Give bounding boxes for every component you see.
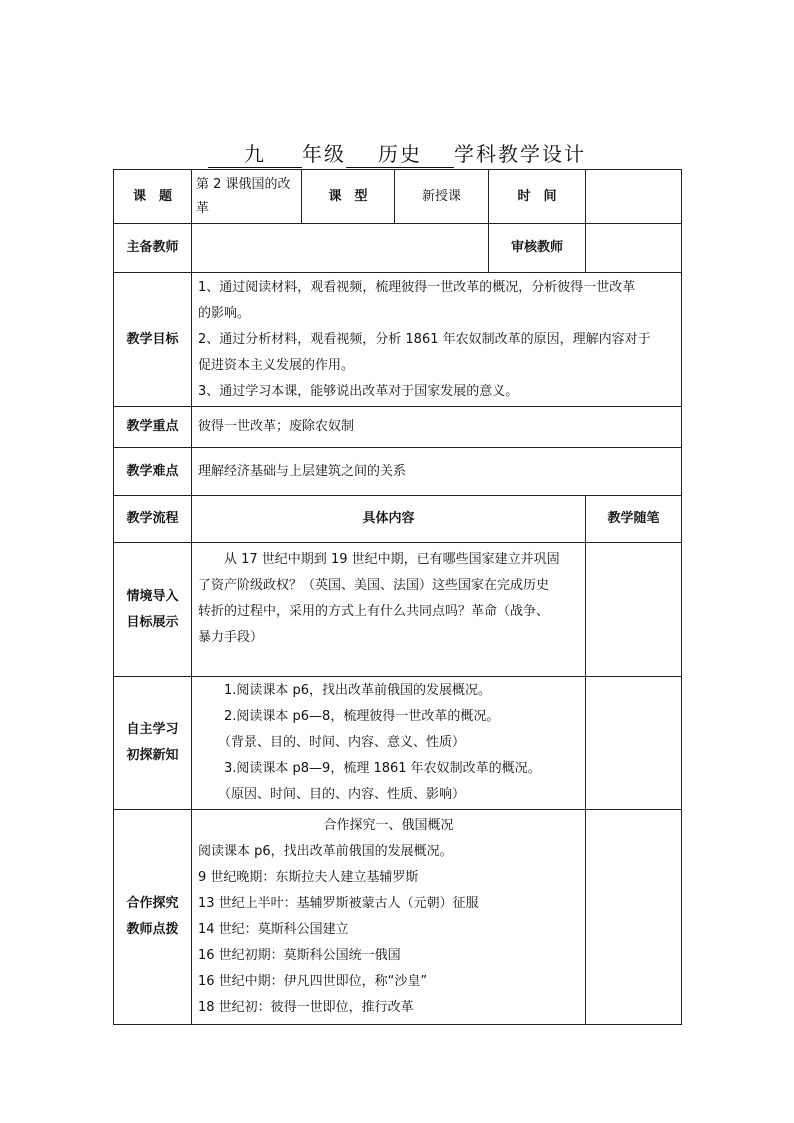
self-study-line: （原因、时间、目的、内容、性质、影响） (218, 787, 466, 802)
key-points-row (114, 407, 682, 448)
objective-line: 2、通过分析材料，观看视频，分析 1861 年农奴制改革的原因，理解内容对于 (198, 331, 651, 347)
intro-row (114, 543, 682, 677)
document-title (0, 141, 794, 168)
cooperate-line: 9 世纪晚期：东斯拉夫人建立基辅罗斯 (198, 870, 419, 885)
teacher-value (192, 224, 489, 273)
self-study-line: 1.阅读课本 p6，找出改革前俄国的发展概况。 (224, 683, 492, 698)
self-study-line: 3.阅读课本 p8—9，梳理 1861 年农奴制改革的概况。 (224, 761, 541, 776)
cooperate-content (192, 810, 586, 1025)
lesson-plan-table (113, 169, 682, 1025)
intro-line: 从 17 世纪中期到 19 世纪中期，已有哪些国家建立并巩固 (224, 552, 560, 567)
process-header: 教学流程 (114, 496, 192, 543)
cooperate-line: 16 世纪初期：莫斯科公国统一俄国 (198, 948, 401, 963)
time-value (586, 170, 682, 224)
self-study-content (192, 677, 586, 810)
intro-line: 暴力手段） (198, 630, 264, 645)
objective-line: 1、通过阅读材料，观看视频，梳理彼得一世改革的概况，分析彼得一世改革 (198, 279, 636, 295)
topic-value: 第 2 课俄国的改革 (192, 170, 302, 224)
intro-line: 转折的过程中，采用的方式上有什么共同点吗？革命（战争、 (198, 604, 550, 619)
self-study-label: 自主学习 初探新知 (114, 677, 192, 810)
key-points-value: 彼得一世改革；废除农奴制 (192, 407, 682, 448)
cooperate-row (114, 810, 682, 1025)
reviewer-value (586, 224, 682, 273)
title-suffix: 学科教学设计 (454, 142, 586, 166)
objective-line: 的影响。 (198, 305, 251, 321)
time-label: 时 间 (489, 170, 586, 224)
intro-content (192, 543, 586, 677)
cooperate-line: 13 世纪上半叶：基辅罗斯被蒙古人（元朝）征服 (198, 896, 479, 911)
teacher-label: 主备教师 (114, 224, 192, 273)
difficulties-value: 理解经济基础与上层建筑之间的关系 (192, 448, 682, 496)
teacher-row (114, 224, 682, 273)
topic-row (114, 170, 682, 224)
intro-label: 情境导入 目标展示 (114, 543, 192, 677)
self-study-line: 2.阅读课本 p6—8，梳理彼得一世改革的概况。 (224, 709, 500, 724)
topic-label: 课 题 (114, 170, 192, 224)
cooperate-line: 14 世纪：莫斯科公国建立 (198, 922, 349, 937)
type-label: 课 型 (302, 170, 395, 224)
objectives-label: 教学目标 (114, 273, 192, 407)
cooperate-label: 合作探究 教师点拨 (114, 810, 192, 1025)
self-study-notes (586, 677, 682, 810)
self-study-row (114, 677, 682, 810)
grade-blank: 九 (208, 141, 302, 168)
process-header-row (114, 496, 682, 543)
objective-line: 促进资本主义发展的作用。 (198, 357, 355, 373)
intro-line: 了资产阶级政权？（英国、美国、法国）这些国家在完成历史 (198, 578, 550, 593)
notes-header: 教学随笔 (586, 496, 682, 543)
cooperate-notes (586, 810, 682, 1025)
objectives-row (114, 273, 682, 407)
cooperate-line: 18 世纪初：彼得一世即位，推行改革 (198, 1000, 414, 1015)
reviewer-label: 审核教师 (489, 224, 586, 273)
subject-blank: 历史 (346, 141, 454, 168)
grade-suffix: 年级 (302, 142, 346, 166)
self-study-line: （背景、目的、时间、内容、意义、性质） (218, 735, 466, 750)
cooperate-line: 阅读课本 p6，找出改革前俄国的发展概况。 (198, 844, 453, 859)
cooperate-heading: 合作探究一、俄国概况 (323, 818, 454, 833)
difficulties-row (114, 448, 682, 496)
key-points-label: 教学重点 (114, 407, 192, 448)
content-header: 具体内容 (192, 496, 586, 543)
objective-line: 3、通过学习本课，能够说出改革对于国家发展的意义。 (198, 383, 519, 399)
intro-notes (586, 543, 682, 677)
type-value: 新授课 (395, 170, 489, 224)
cooperate-line: 16 世纪中期：伊凡四世即位，称“沙皇” (198, 974, 428, 989)
difficulties-label: 教学难点 (114, 448, 192, 496)
objectives-content (192, 273, 682, 407)
